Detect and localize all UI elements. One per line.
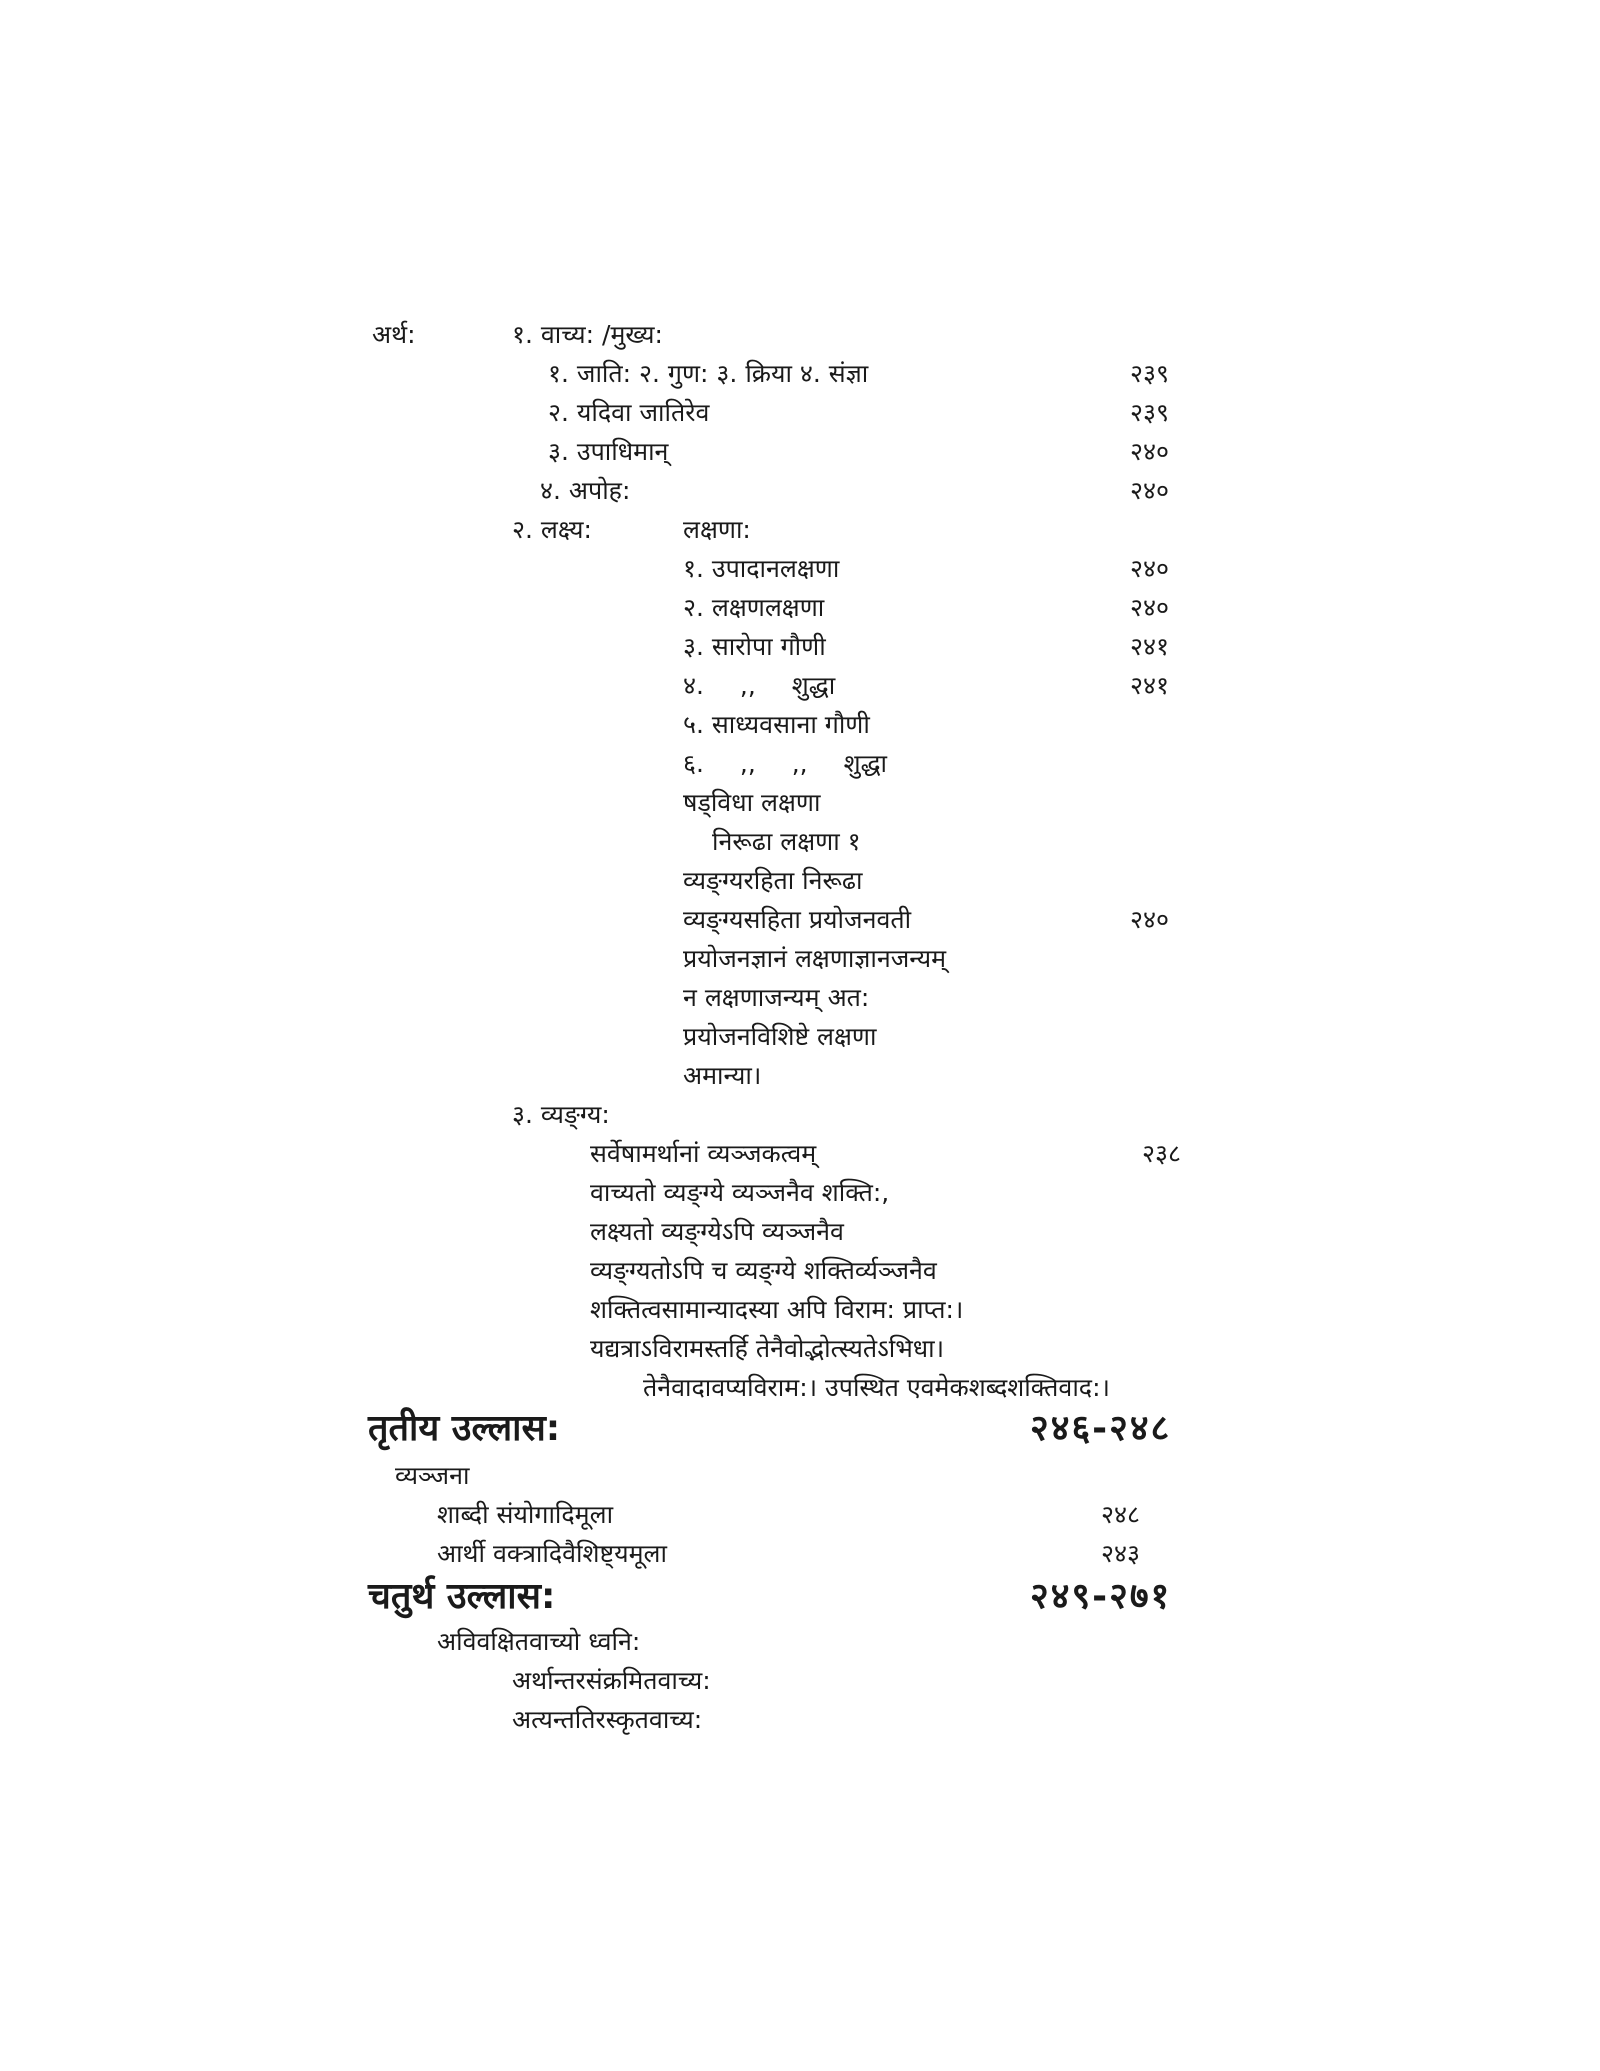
lakshana-item: अमान्या। [683, 1061, 762, 1090]
lakshya-heading: २. लक्ष्य: [512, 515, 592, 544]
chaturtha-item: अत्यन्ततिरस्कृतवाच्य: [512, 1705, 703, 1734]
vachya-item: ४. अपोह: [540, 476, 631, 505]
vyangya-item: वाच्यतो व्यङ्ग्ये व्यञ्जनैव शक्ति:, [590, 1178, 890, 1207]
vachya-item: १. जाति: २. गुण: ३. क्रिया ४. संज्ञा [548, 359, 869, 388]
page-number: २४० [1130, 593, 1170, 622]
page-number: २३८ [1142, 1139, 1182, 1168]
vyangya-item: शक्तित्वसामान्यादस्या अपि विराम: प्राप्त:। [590, 1295, 964, 1324]
page-number: २४० [1130, 905, 1170, 934]
chaturtha-heading: चतुर्थ उल्लास: [368, 1576, 556, 1617]
page-number: २४१ [1130, 632, 1170, 661]
page-number: २४० [1130, 437, 1170, 466]
tritiya-item: शाब्दी संयोगादिमूला [437, 1500, 614, 1529]
tritiya-page-range: २४६-२४८ [1030, 1408, 1172, 1449]
page-number: २३९ [1130, 398, 1170, 427]
lakshana-item: ३. सारोपा गौणी [683, 632, 826, 661]
page-number: २४० [1130, 554, 1170, 583]
lakshana-item: न लक्षणाजन्यम् अत: [683, 983, 870, 1012]
vachya-item: २. यदिवा जातिरेव [548, 398, 710, 427]
page-number: २४१ [1130, 671, 1170, 700]
vyangya-item: सर्वेषामर्थानां व्यञ्जकत्वम् [590, 1139, 817, 1168]
lakshana-item: व्यङ्ग्यरहिता निरूढा [683, 866, 863, 895]
chaturtha-item: अर्थान्तरसंक्रमितवाच्य: [512, 1666, 711, 1695]
vachya-item: ३. उपाधिमान् [548, 437, 669, 466]
lakshana-item: ६. ,, ,, शुद्धा [683, 749, 888, 778]
vyangya-item: तेनैवादावप्यविराम:। उपस्थित एवमेकशब्दशक्तिवाद:। [643, 1373, 1110, 1402]
page-number: २४० [1130, 476, 1170, 505]
vyangya-heading: ३. व्यङ्ग्य: [512, 1100, 610, 1129]
chaturtha-sub: अविवक्षितवाच्यो ध्वनि: [437, 1627, 641, 1656]
vyangya-item: यद्यत्राऽविरामस्तर्हि तेनैवोद्भोत्स्यतेऽभिधा। [590, 1334, 945, 1363]
tritiya-item: आर्थी वक्त्रादिवैशिष्ट्यमूला [437, 1539, 667, 1568]
lakshana-subheading: लक्षणा: [683, 515, 751, 544]
chaturtha-page-range: २४९-२७१ [1030, 1576, 1172, 1617]
lakshana-item: षड्विधा लक्षणा [683, 788, 821, 817]
vachya-heading: १. वाच्य: /मुख्य: [512, 320, 663, 349]
lakshana-item: १. उपादानलक्षणा [683, 554, 840, 583]
lakshana-item: निरूढा लक्षणा १ [712, 827, 861, 856]
tritiya-heading: तृतीय उल्लास: [368, 1408, 561, 1449]
page-number: २४८ [1101, 1500, 1141, 1529]
lakshana-item: ५. साध्यवसाना गौणी [683, 710, 870, 739]
lakshana-item: २. लक्षणलक्षणा [683, 593, 825, 622]
vyangya-item: लक्ष्यतो व्यङ्ग्येऽपि व्यञ्जनैव [590, 1217, 844, 1246]
lakshana-item: ४. ,, शुद्धा [683, 671, 836, 700]
page-number: २४३ [1101, 1539, 1141, 1568]
tritiya-sub: व्यञ्जना [395, 1461, 470, 1490]
lakshana-item: प्रयोजनविशिष्टे लक्षणा [683, 1022, 877, 1051]
vyangya-item: व्यङ्ग्यतोऽपि च व्यङ्ग्ये शक्तिर्व्यञ्जनैव [590, 1256, 937, 1285]
lakshana-item: व्यङ्ग्यसहिता प्रयोजनवती [683, 905, 912, 934]
lakshana-item: प्रयोजनज्ञानं लक्षणाज्ञानजन्यम् [683, 944, 947, 973]
page-number: २३९ [1130, 359, 1170, 388]
artha-label: अर्थ: [372, 320, 416, 349]
